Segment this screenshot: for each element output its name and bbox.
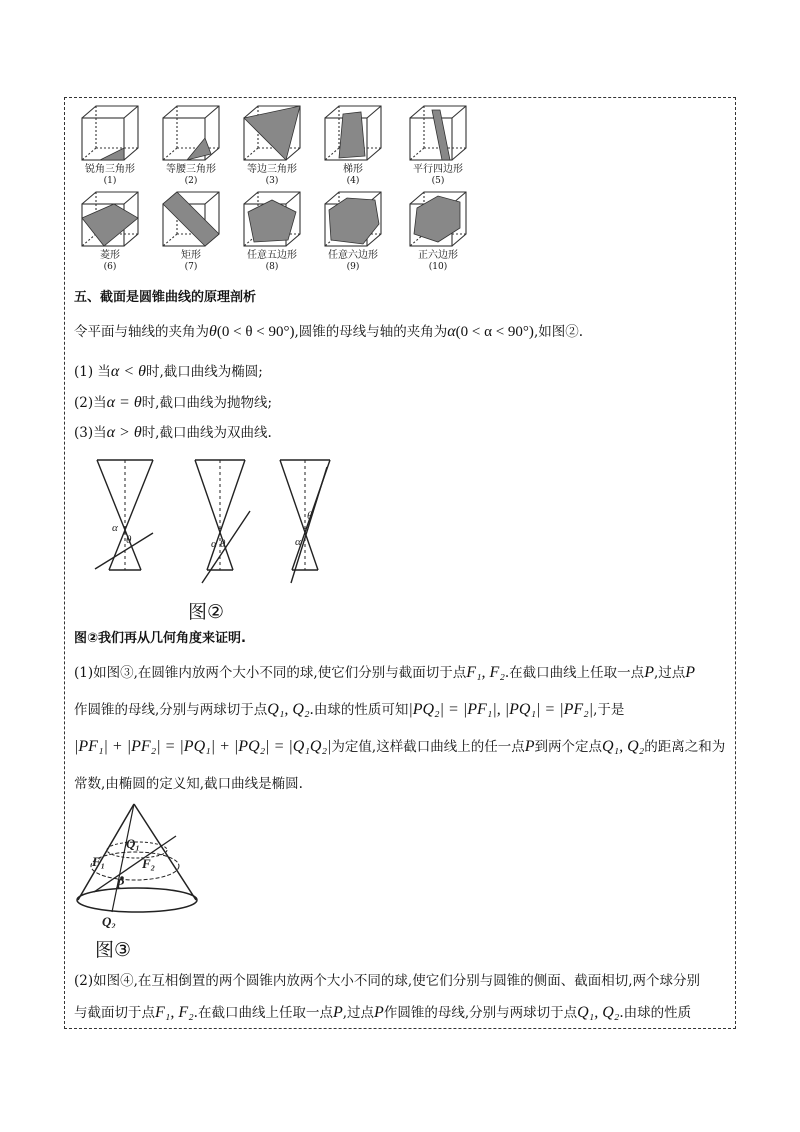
cube-number: (7) — [184, 262, 198, 272]
intro-text-b: ,圆锥的母线与轴的夹角为 — [294, 324, 448, 340]
proof-text: .由球的性质 — [619, 1005, 692, 1021]
proof-text: (1)如图③,在圆锥内放两个大小不同的球,使它们分别与截面切于点 — [74, 665, 467, 681]
figure-3-label: 图③ — [95, 939, 132, 961]
cube-caption: 等边三角形 — [247, 164, 297, 175]
fig2-theta-label: θ — [307, 510, 313, 522]
proof-text: 到两个定点 — [534, 739, 602, 755]
proof-line-3 — [74, 738, 725, 756]
fig2-theta-label: θ — [126, 534, 132, 546]
cube-figure-3 — [232, 102, 312, 187]
cube-figure-8 — [232, 188, 312, 273]
fig3-f2-label: F₂ — [142, 856, 156, 871]
cube-figure-7 — [151, 188, 231, 273]
case-label: (3)当 — [74, 425, 107, 441]
case-hyperbola — [74, 424, 272, 442]
alpha-symbol: α — [447, 323, 456, 340]
proof-text: 作圆锥的母线,分别与两球切于点 — [74, 702, 268, 718]
cube-figure-9 — [313, 188, 393, 273]
cube-figure-4 — [313, 102, 393, 187]
case-expression: α > θ — [106, 424, 142, 441]
fig3-q1-label: Q₁ — [126, 836, 140, 851]
case-expression: α = θ — [106, 394, 142, 411]
proof-line-2 — [74, 701, 624, 719]
case-text: 时,截口曲线为双曲线. — [141, 425, 272, 441]
math-q1q2: Q₁, Q₂ — [601, 738, 645, 755]
figure-2-cones — [85, 455, 355, 585]
cube-4-drawing — [321, 102, 385, 164]
intro-paragraph — [74, 323, 583, 341]
theta-range: (0 < θ < 90°) — [216, 324, 295, 340]
proof-text: 作圆锥的母线,分别与两球切于点 — [383, 1005, 578, 1021]
cube-10-drawing — [406, 188, 470, 250]
theta-symbol: θ — [209, 323, 217, 340]
fig2-alpha-label: α — [112, 522, 118, 534]
cube-caption: 任意六边形 — [328, 250, 378, 261]
cube-figure-2 — [151, 102, 231, 187]
case-label: (2)当 — [74, 395, 107, 411]
proof-line-6 — [74, 1004, 691, 1022]
fig2-theta-label: θ — [220, 538, 226, 550]
fig2-alpha-label: α — [295, 536, 301, 548]
section-heading: 五、截面是圆锥曲线的原理剖析 — [74, 290, 257, 305]
figure-3-cone — [72, 802, 212, 928]
math-equalities: |PQ₂| = |PF₁|, |PQ₁| = |PF₂| — [408, 701, 594, 718]
alpha-range: (0 < α < 90°) — [455, 324, 534, 340]
cube-number: (9) — [346, 262, 360, 272]
proof-text: .在截口曲线上任取一点 — [193, 1005, 333, 1021]
proof-text: ,过点 — [653, 665, 686, 681]
case-parabola — [74, 394, 272, 412]
proof-line-5: (2)如图④,在互相倒置的两个圆锥内放两个大小不同的球,使它们分别与圆锥的侧面、截面相切,两个球分别 — [74, 973, 700, 989]
cube-7-drawing — [159, 188, 223, 250]
fig3-q2-label: Q₂ — [102, 914, 116, 928]
cube-9-drawing — [321, 188, 385, 250]
fig3-f1-label: F₁ — [92, 854, 106, 869]
cube-figure-1 — [70, 102, 150, 187]
cube-number: (8) — [265, 262, 279, 272]
cube-caption: 菱形 — [100, 250, 120, 261]
case-text: 时,截口曲线为抛物线; — [141, 395, 273, 411]
cube-8-drawing — [240, 188, 304, 250]
intro-text-a: 令平面与轴线的夹角为 — [74, 324, 209, 340]
cube-1-drawing — [78, 102, 142, 164]
proof-text: 与截面切于点 — [74, 1005, 155, 1021]
cube-caption: 等腰三角形 — [166, 164, 216, 175]
proof-text: .在截口曲线上任取一点 — [504, 665, 645, 681]
cube-number: (5) — [431, 176, 445, 186]
math-p: P — [374, 1004, 384, 1021]
cube-caption: 矩形 — [181, 250, 201, 261]
cube-6-drawing — [78, 188, 142, 250]
cube-number: (6) — [103, 262, 117, 272]
proof-line-1 — [74, 664, 695, 682]
proof-text: ,于是 — [593, 702, 625, 718]
proof-text: ,过点 — [342, 1005, 375, 1021]
fig3-p-label: P — [116, 876, 124, 891]
case-text: 时,截口曲线为椭圆; — [145, 364, 263, 380]
cube-caption: 锐角三角形 — [85, 164, 135, 175]
cube-number: (2) — [184, 176, 198, 186]
math-p: P — [685, 664, 696, 681]
proof-text: 为定值,这样截口曲线上的任一点 — [331, 739, 525, 755]
proof-text: .由球的性质可知 — [309, 702, 409, 718]
cube-number: (10) — [428, 262, 448, 272]
cube-caption: 平行四边形 — [413, 164, 463, 175]
case-label: (1) 当 — [74, 364, 111, 380]
cube-number: (1) — [103, 176, 117, 186]
math-p: P — [644, 664, 654, 681]
case-expression: α < θ — [110, 363, 146, 380]
cube-number: (4) — [346, 176, 360, 186]
case-ellipse — [74, 363, 263, 381]
cube-3-drawing — [240, 102, 304, 164]
cube-caption: 任意五边形 — [247, 250, 297, 261]
cube-figure-10 — [398, 188, 478, 273]
proof-heading: 图②我们再从几何角度来证明. — [74, 631, 246, 646]
intro-text-c: ,如图②. — [533, 324, 584, 340]
cube-caption: 正六边形 — [418, 250, 458, 261]
cube-5-drawing — [406, 102, 470, 164]
math-p: P — [332, 1004, 343, 1021]
cube-figure-6 — [70, 188, 150, 273]
math-q1q2: Q₁, Q₂ — [267, 701, 310, 718]
proof-line-4: 常数,由椭圆的定义知,截口曲线是椭圆. — [74, 776, 303, 792]
cube-2-drawing — [159, 102, 223, 164]
fig2-alpha-label: α — [211, 538, 217, 550]
proof-text: 的距离之和为 — [644, 739, 726, 755]
cube-figure-5 — [398, 102, 478, 187]
figure-2-label: 图② — [188, 601, 225, 623]
math-f1f2: F₁, F₂ — [155, 1004, 194, 1021]
math-p: P — [524, 738, 535, 755]
cube-number: (3) — [265, 176, 279, 186]
math-f1f2: F₁, F₂ — [466, 664, 505, 681]
math-sum-equation: |PF₁| + |PF₂| = |PQ₁| + |PQ₂| = |Q₁Q₂| — [74, 738, 332, 755]
cube-caption: 梯形 — [343, 164, 363, 175]
math-q1q2: Q₁, Q₂ — [577, 1004, 620, 1021]
